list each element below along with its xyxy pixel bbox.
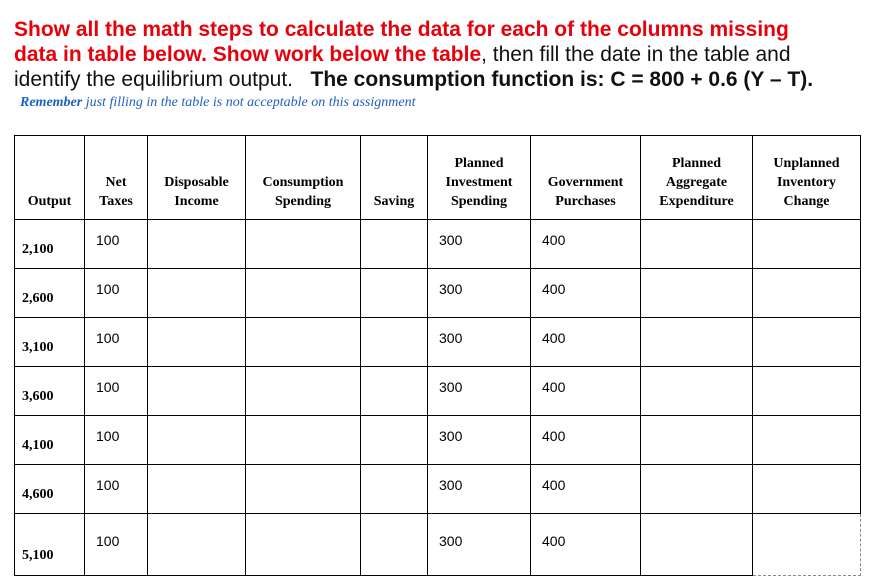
net-taxes-value: 100: [96, 281, 120, 297]
header-consumption-text: Consumption Spending: [262, 175, 344, 209]
disposable-income-cell[interactable]: [148, 416, 246, 465]
government-cell: [531, 465, 641, 514]
consumption-cell[interactable]: [246, 269, 361, 318]
remember-label: Remember: [20, 95, 83, 110]
investment-cell: [428, 269, 531, 318]
header-consumption: [246, 136, 361, 220]
disposable-income-cell[interactable]: [148, 367, 246, 416]
net-taxes-value: 100: [96, 330, 120, 346]
table-row: [15, 514, 861, 576]
header-aggregate-expenditure-text: Planned Aggregate Expenditure: [659, 156, 734, 209]
government-cell: [531, 318, 641, 367]
inventory-change-cell[interactable]: [753, 465, 861, 514]
saving-cell[interactable]: [361, 465, 428, 514]
net-taxes-value: 100: [96, 379, 120, 395]
government-value: 400: [542, 379, 566, 395]
header-investment: [428, 136, 531, 220]
investment-cell: [428, 318, 531, 367]
output-value: 2,600: [22, 291, 54, 306]
remember-text: just filling in the table is not acceptable on this assignment: [82, 95, 416, 110]
table-row: [15, 465, 861, 514]
government-value: 400: [542, 477, 566, 493]
net-taxes-cell: [85, 318, 148, 367]
header-disposable-income-text: Disposable Income: [164, 175, 229, 209]
aggregate-expenditure-cell[interactable]: [641, 220, 753, 269]
header-inventory-change-text: Unplanned Inventory Change: [773, 156, 840, 209]
investment-cell: [428, 220, 531, 269]
instruction-line2-rest: , then fill the date in the table and: [481, 43, 791, 66]
government-cell: [531, 269, 641, 318]
output-cell: [15, 318, 85, 367]
net-taxes-cell: [85, 514, 148, 576]
government-cell: [531, 367, 641, 416]
saving-cell[interactable]: [361, 269, 428, 318]
disposable-income-cell[interactable]: [148, 269, 246, 318]
disposable-income-cell[interactable]: [148, 514, 246, 576]
investment-value: 300: [439, 379, 463, 395]
output-value: 3,100: [22, 340, 54, 355]
inventory-change-cell[interactable]: [753, 416, 861, 465]
table-row: [15, 367, 861, 416]
aggregate-expenditure-cell[interactable]: [641, 465, 753, 514]
disposable-income-cell[interactable]: [148, 220, 246, 269]
table-row: [15, 220, 861, 269]
output-value: 3,600: [22, 389, 54, 404]
investment-cell: [428, 514, 531, 576]
header-row: [15, 136, 861, 220]
output-value: 2,100: [22, 242, 54, 257]
net-taxes-cell: [85, 367, 148, 416]
investment-value: 300: [439, 281, 463, 297]
output-value: 4,600: [22, 487, 54, 502]
table-row: [15, 269, 861, 318]
net-taxes-value: 100: [96, 232, 120, 248]
header-investment-text: Planned Investment Spending: [445, 156, 513, 209]
disposable-income-cell[interactable]: [148, 318, 246, 367]
investment-cell: [428, 367, 531, 416]
consumption-cell[interactable]: [246, 514, 361, 576]
expenditure-table: [14, 135, 861, 576]
government-value: 400: [542, 330, 566, 346]
investment-value: 300: [439, 477, 463, 493]
assignment-instructions: [14, 17, 864, 92]
output-cell: [15, 416, 85, 465]
inventory-change-cell[interactable]: [753, 318, 861, 367]
header-output: Output: [15, 136, 85, 220]
instruction-line1: Show all the math steps to calculate the data for each of the columns missing: [14, 18, 789, 41]
output-cell: [15, 514, 85, 576]
investment-value: 300: [439, 428, 463, 444]
aggregate-expenditure-cell[interactable]: [641, 318, 753, 367]
inventory-change-cell[interactable]: [753, 367, 861, 416]
output-cell: [15, 269, 85, 318]
instruction-line3: identify the equilibrium output.: [14, 68, 293, 91]
table-row: [15, 318, 861, 367]
remember-note: [20, 95, 415, 111]
output-cell: [15, 367, 85, 416]
aggregate-expenditure-cell[interactable]: [641, 416, 753, 465]
investment-cell: [428, 465, 531, 514]
inventory-change-cell[interactable]: [753, 269, 861, 318]
consumption-cell[interactable]: [246, 465, 361, 514]
net-taxes-cell: [85, 220, 148, 269]
inventory-change-cell[interactable]: [753, 220, 861, 269]
output-value: 5,100: [22, 548, 54, 563]
government-value: 400: [542, 232, 566, 248]
saving-cell[interactable]: [361, 220, 428, 269]
inventory-change-cell[interactable]: [753, 514, 861, 576]
government-value: 400: [542, 428, 566, 444]
investment-value: 300: [439, 232, 463, 248]
aggregate-expenditure-cell[interactable]: [641, 514, 753, 576]
header-net-taxes: [85, 136, 148, 220]
consumption-function: The consumption function is: C = 800 + 0.6 (Y – T).: [310, 68, 814, 91]
output-value: 4,100: [22, 438, 54, 453]
consumption-cell[interactable]: [246, 220, 361, 269]
net-taxes-value: 100: [96, 477, 120, 493]
net-taxes-cell: [85, 269, 148, 318]
government-cell: [531, 416, 641, 465]
net-taxes-cell: [85, 465, 148, 514]
header-net-taxes-text: Net Taxes: [99, 175, 133, 209]
saving-cell[interactable]: [361, 318, 428, 367]
aggregate-expenditure-cell[interactable]: [641, 367, 753, 416]
saving-cell[interactable]: [361, 367, 428, 416]
header-government-text: Government Purchases: [547, 175, 624, 209]
header-disposable-income: [148, 136, 246, 220]
net-taxes-cell: [85, 416, 148, 465]
government-cell: [531, 220, 641, 269]
output-cell: [15, 465, 85, 514]
header-saving: Saving: [361, 136, 428, 220]
investment-value: 300: [439, 330, 463, 346]
consumption-cell[interactable]: [246, 318, 361, 367]
saving-cell[interactable]: [361, 416, 428, 465]
net-taxes-value: 100: [96, 428, 120, 444]
instruction-line2-bold: data in table below. Show work below the table: [14, 43, 482, 66]
disposable-income-cell[interactable]: [148, 465, 246, 514]
table-row: [15, 416, 861, 465]
header-government: [531, 136, 641, 220]
aggregate-expenditure-cell[interactable]: [641, 269, 753, 318]
government-cell: [531, 514, 641, 576]
consumption-cell[interactable]: [246, 416, 361, 465]
output-cell: [15, 220, 85, 269]
government-value: 400: [542, 533, 566, 549]
consumption-cell[interactable]: [246, 367, 361, 416]
net-taxes-value: 100: [96, 533, 120, 549]
header-inventory-change: [753, 136, 861, 220]
investment-cell: [428, 416, 531, 465]
saving-cell[interactable]: [361, 514, 428, 576]
investment-value: 300: [439, 533, 463, 549]
government-value: 400: [542, 281, 566, 297]
header-aggregate-expenditure: [641, 136, 753, 220]
